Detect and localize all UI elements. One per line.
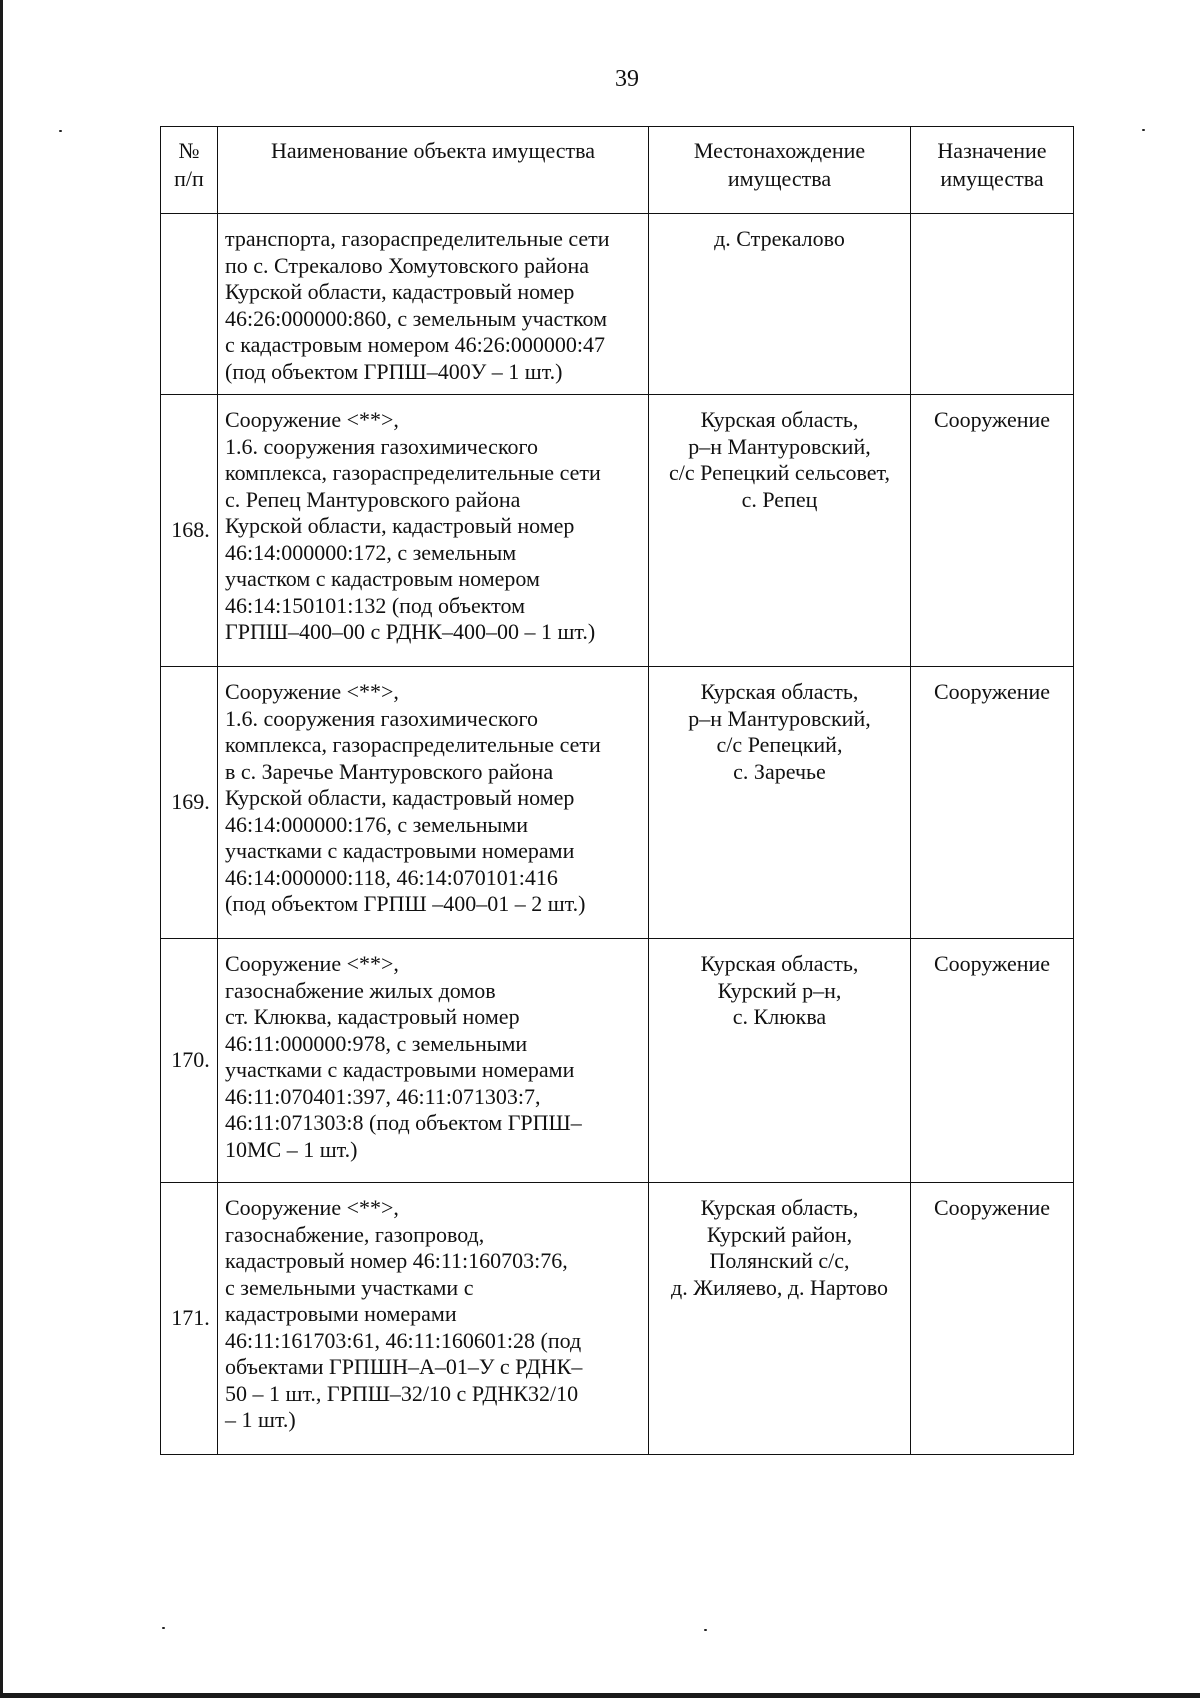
row-purpose: Сооружение [911, 395, 1074, 667]
table-header-row [161, 127, 1074, 214]
table-row [161, 214, 1074, 395]
row-location: Курская область, Курский район, Полянский с/с, д. Жиляево, д. Нартово [649, 1183, 911, 1455]
table-row [161, 939, 1074, 1183]
header-number: № п/п [161, 127, 218, 214]
header-purpose: Назначение имущества [911, 127, 1074, 214]
row-purpose: Сооружение [911, 1183, 1074, 1455]
row-number: 170. [161, 939, 218, 1183]
row-location: Курская область, Курский р–н, с. Клюква [649, 939, 911, 1183]
row-number: 169. [161, 667, 218, 939]
header-location: Местонахождение имущества [649, 127, 911, 214]
row-object-name: Сооружение <**>, 1.6. сооружения газохимического комплекса, газораспределительные сети в с. Заречье Мантуровского района Курской области, кадастровый номер 46:14:000000:176, с земельными участками с кадастровыми номерами 46:14:000000:118, 46:14:070101:416 (под объектом ГРПШ –400–01 – 2 шт.) [218, 667, 649, 939]
scan-speck [1142, 129, 1145, 131]
table-row [161, 667, 1074, 939]
row-location: Курская область, р–н Мантуровский, с/с Репецкий, с. Заречье [649, 667, 911, 939]
row-location: д. Стрекалово [649, 214, 911, 395]
scan-speck [704, 1629, 707, 1631]
table-row [161, 1183, 1074, 1455]
row-purpose: Сооружение [911, 667, 1074, 939]
row-object-name: транспорта, газораспределительные сети по с. Стрекалово Хомутовского района Курской области, кадастровый номер 46:26:000000:860, с земельным участком с кадастровым номером 46:26:000000:47 (под объектом ГРПШ–400У – 1 шт.) [218, 214, 649, 395]
row-object-name: Сооружение <**>, газоснабжение жилых домов ст. Клюква, кадастровый номер 46:11:000000:978, с земельными участками с кадастровыми номерами 46:11:070401:397, 46:11:071303:7, 46:11:071303:8 (под объектом ГРПШ– 10МС – 1 шт.) [218, 939, 649, 1183]
row-location: Курская область, р–н Мантуровский, с/с Репецкий сельсовет, с. Репец [649, 395, 911, 667]
row-object-name: Сооружение <**>, 1.6. сооружения газохимического комплекса, газораспределительные сети с. Репец Мантуровского района Курской области, кадастровый номер 46:14:000000:172, с земельным участком с кадастровым номером 46:14:150101:132 (под объектом ГРПШ–400–00 с РДНК–400–00 – 1 шт.) [218, 395, 649, 667]
scan-border-left [0, 0, 3, 1698]
table-row [161, 395, 1074, 667]
row-purpose [911, 214, 1074, 395]
scan-border-bottom [0, 1693, 1200, 1698]
scan-speck [162, 1627, 165, 1629]
row-object-name: Сооружение <**>, газоснабжение, газопровод, кадастровый номер 46:11:160703:76, с земельными участками с кадастровыми номерами 46:11:161703:61, 46:11:160601:28 (под объектами ГРПШН–А–01–У с РДНК– 50 – 1 шт., ГРПШ–32/10 с РДНК32/10 – 1 шт.) [218, 1183, 649, 1455]
row-number: 168. [161, 395, 218, 667]
scan-speck [59, 130, 62, 132]
row-number [161, 214, 218, 395]
header-name: Наименование объекта имущества [218, 127, 649, 214]
row-number: 171. [161, 1183, 218, 1455]
property-table [160, 126, 1074, 1455]
page-number: 39 [615, 66, 639, 92]
row-purpose: Сооружение [911, 939, 1074, 1183]
